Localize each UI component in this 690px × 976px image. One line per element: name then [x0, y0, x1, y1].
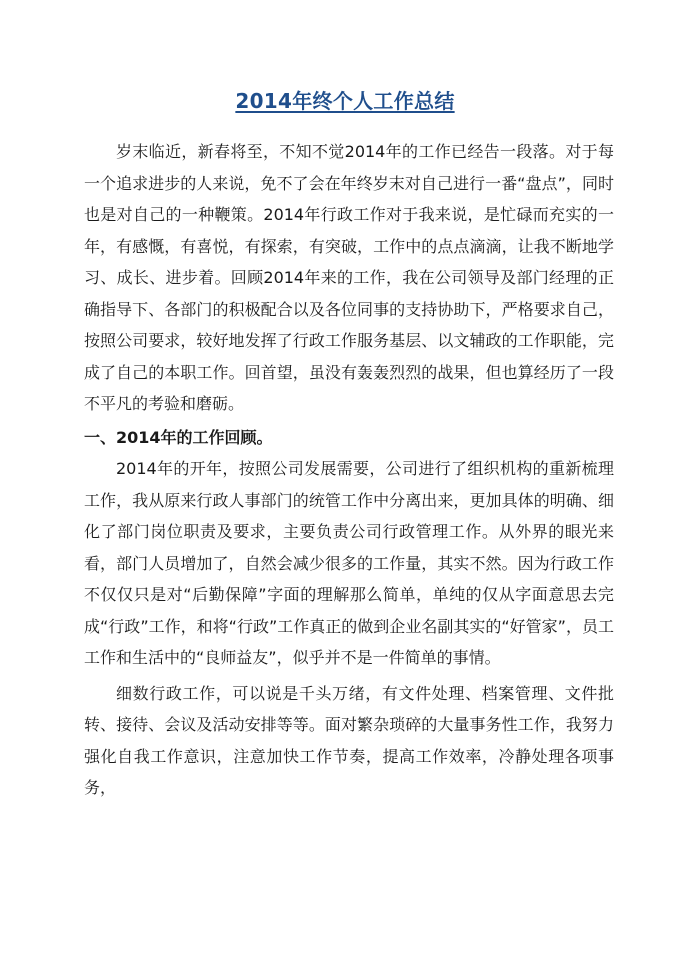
- intro-paragraph: 岁末临近，新春将至，不知不觉2014年的工作已经告一段落。对于每一个追求进步的人来说，免不了会在年终岁末对自己进行一番“盘点”，同时也是对自己的一种鞭策。2014年行政工作对于我来说，是忙碌而充实的一年，有感慨，有喜悦，有探索，有突破，工作中的点点滴滴，让我不断地学习、成长、进步着。回顾2014年来的工作，我在公司领导及部门经理的正确指导下、各部门的积极配合以及各位同事的支持协助下，严格要求自己，按照公司要求，较好地发挥了行政工作服务基层、以文辅政的工作职能，完成了自己的本职工作。回首望，虽没有轰轰烈烈的战果，但也算经历了一段不平凡的考验和磨砺。: [84, 142, 614, 413]
- page-title-text: 2014年终个人工作总结: [235, 89, 455, 113]
- review-paragraph: 2014年的开年，按照公司发展需要，公司进行了组织机构的重新梳理工作，我从原来行政人事部门的统管工作中分离出来，更加具体的明确、细化了部门岗位职责及要求，主要负责公司行政管理工作。从外界的眼光来看，部门人员增加了，自然会减少很多的工作量，其实不然。因为行政工作不仅仅只是对“后勤保障”字面的理解那么简单，单纯的仅从字面意思去完成“行政”工作，和将“行政”工作真正的做到企业名副其实的“好管家”，员工工作和生活中的“良师益友”，似乎并不是一件简单的事情。: [84, 459, 614, 667]
- section-heading: 一、2014年的工作回顾。: [84, 427, 273, 447]
- duties-paragraph: 细数行政工作，可以说是千头万绪，有文件处理、档案管理、文件批转、接待、会议及活动安排等等。面对繁杂琐碎的大量事务性工作，我努力强化自我工作意识，注意加快工作节奏，提高工作效率，冷静处理各项事务，: [84, 683, 614, 797]
- page-title: [0, 88, 690, 114]
- document-body: [84, 136, 614, 804]
